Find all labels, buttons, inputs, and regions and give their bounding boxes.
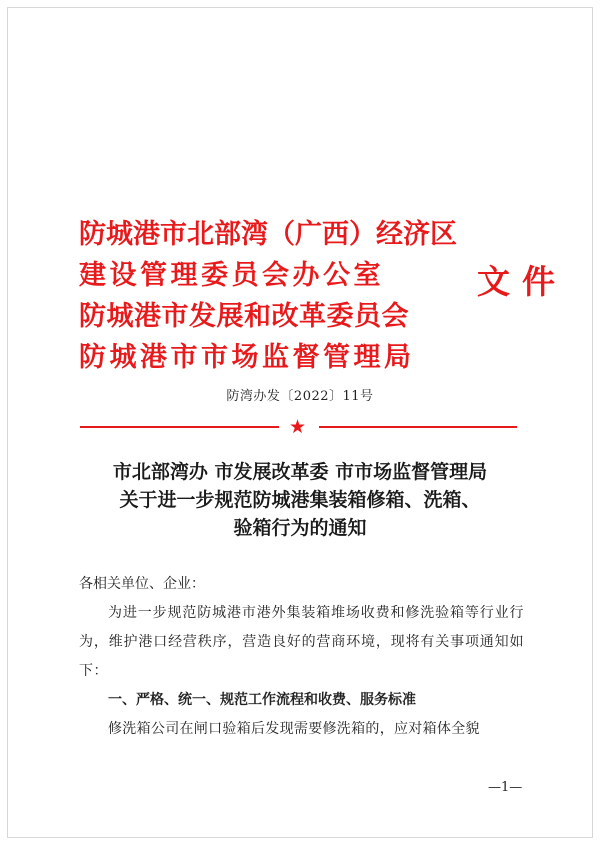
title-line-2: 关于进一步规范防城港集装箱修箱、洗箱、 <box>119 489 481 511</box>
star-icon: ★ <box>289 416 307 438</box>
document-title <box>0 458 600 542</box>
paragraph-intro: 为进一步规范防城港市港外集装箱堆场收费和修洗验箱等行业行为，维护港口经营秩序，营造良好的营商环境，现将有关事项通知如下： <box>79 605 524 679</box>
red-divider <box>80 416 517 441</box>
paragraph-section-1: 修洗箱公司在闸口验箱后发现需要修洗箱的，应对箱体全貌 <box>108 721 480 737</box>
issuer-line-4: 防城港市市场监督管理局 <box>79 342 415 373</box>
issuer-line-2: 建设管理委员会办公室 <box>79 260 384 291</box>
issuer-line-1: 防城港市北部湾（广西）经济区 <box>79 219 457 250</box>
issuing-authorities <box>79 214 459 378</box>
title-line-1: 市北部湾办 市发展改革委 市市场监督管理局 <box>112 461 488 483</box>
section-heading-1: 一、严格、统一、规范工作流程和收费、服务标准 <box>108 692 416 708</box>
document-type-label: 文件 <box>477 262 567 301</box>
issuer-line-3: 防城港市发展和改革委员会 <box>79 301 409 332</box>
divider-line-right <box>319 426 517 428</box>
page-number: —1— <box>488 780 523 795</box>
document-body <box>79 570 524 744</box>
title-line-3: 验箱行为的通知 <box>233 517 367 539</box>
document-number: 防湾办发〔2022〕11号 <box>226 389 374 404</box>
divider-line-left <box>80 426 279 428</box>
salutation: 各相关单位、企业： <box>79 576 205 592</box>
